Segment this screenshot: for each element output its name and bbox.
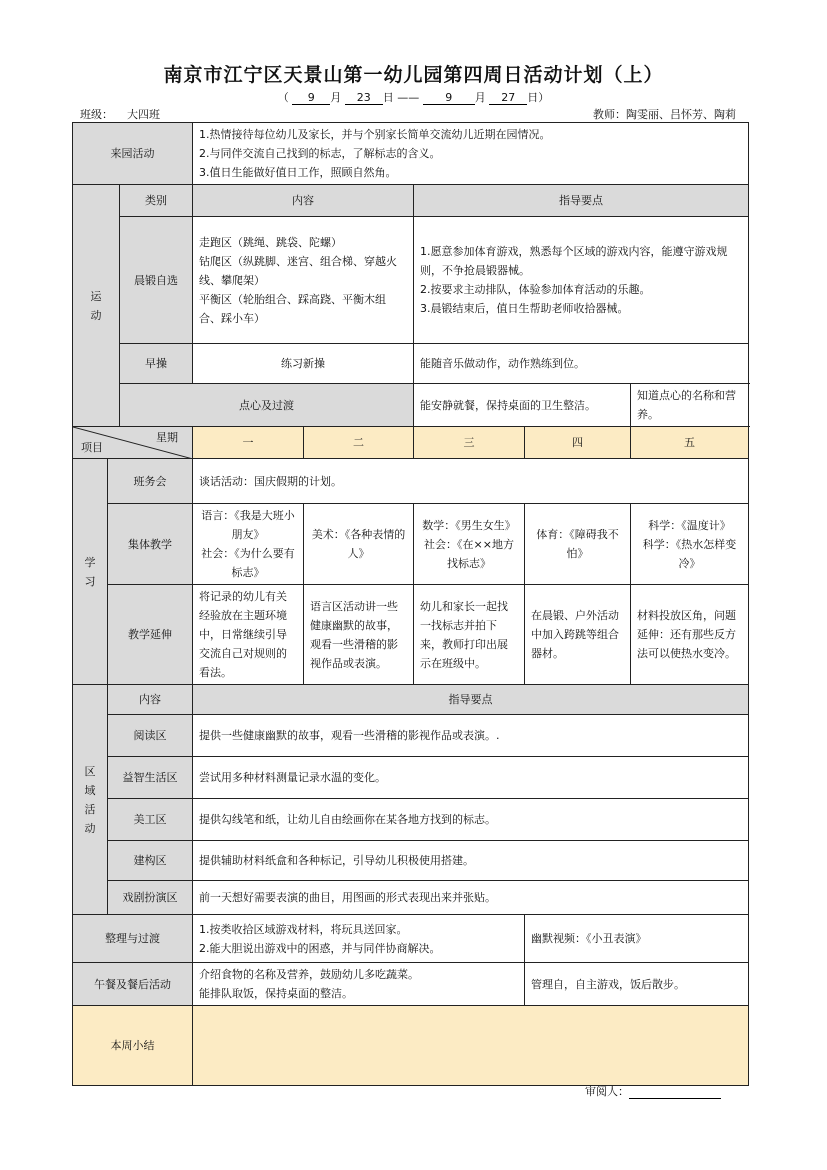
weekday-axis-label: 星期 bbox=[156, 431, 178, 444]
tidy-points: 幽默视频：《小丑表演》 bbox=[525, 915, 749, 963]
learning-label: 学 习 bbox=[73, 459, 108, 685]
arrival-item: 2.与同伴交流自己找到的标志，了解标志的含义。 bbox=[199, 147, 441, 160]
group-teaching-label: 集体教学 bbox=[108, 504, 193, 585]
point-item: 3.晨锻结束后，值日生帮助老师收拾器械。 bbox=[420, 302, 629, 315]
lunch-content bbox=[193, 963, 525, 1006]
morning-drill-points: 能随音乐做动作，动作熟练到位。 bbox=[414, 344, 749, 384]
sports-col-category: 类别 bbox=[120, 185, 193, 217]
lunch-item: 能排队取饭，保持桌面的整洁。 bbox=[199, 987, 353, 1000]
day-label: 日 bbox=[382, 91, 394, 104]
point-item: 2.按要求主动排队，体验参加体育活动的乐趣。 bbox=[420, 283, 651, 296]
start-month: 9 bbox=[292, 91, 330, 105]
date-dash: —— bbox=[397, 91, 420, 104]
item-axis-label: 项目 bbox=[81, 441, 103, 454]
date-open: （ bbox=[277, 91, 289, 104]
tidy-content bbox=[193, 915, 525, 963]
morning-exercise-content bbox=[193, 217, 414, 344]
teacher-label: 教师： bbox=[593, 108, 626, 121]
area-col-points: 指导要点 bbox=[193, 685, 749, 715]
arrival-label: 来园活动 bbox=[73, 123, 193, 185]
area-col-content: 内容 bbox=[108, 685, 193, 715]
group-teaching-mon: 语言：《我是大班小朋友》 社会：《为什么要有标志》 bbox=[193, 504, 304, 585]
weekday-fri: 五 bbox=[631, 427, 749, 459]
tidy-item: 2.能大胆说出游戏中的困惑，并与同伴协商解决。 bbox=[199, 941, 441, 955]
zone-item: 走跑区（跳绳、跳袋、陀螺） bbox=[199, 235, 342, 249]
sports-col-content: 内容 bbox=[193, 185, 414, 217]
lunch-label: 午餐及餐后活动 bbox=[73, 963, 193, 1006]
arrival-content bbox=[193, 123, 749, 185]
teaching-extension-tue: 语言区活动讲一些健康幽默的故事，观看一些滑稽的影视作品或表演。 bbox=[304, 585, 414, 685]
point-item: 1.愿意参加体育游戏，熟悉每个区域的游戏内容，能遵守游戏规则，不争抢晨锻器械。 bbox=[420, 245, 728, 277]
date-close: 日） bbox=[527, 91, 550, 104]
area-build-label: 建构区 bbox=[108, 841, 193, 881]
tidy-item: 1.按类收拾区域游戏材料，将玩具送回家。 bbox=[199, 922, 408, 936]
weekday-wed: 三 bbox=[414, 427, 525, 459]
arrival-item: 1.热情接待每位幼儿及家长，并与个别家长简单交流幼儿近期在园情况。 bbox=[199, 128, 551, 141]
tidy-label: 整理与过渡 bbox=[73, 915, 193, 963]
snack-label: 点心及过渡 bbox=[120, 384, 414, 427]
area-reading-label: 阅读区 bbox=[108, 715, 193, 757]
group-teaching-thu: 体育：《障碍我不怕》 bbox=[525, 504, 631, 585]
page-title: 南京市江宁区天景山第一幼儿园第四周日活动计划（上） bbox=[163, 64, 664, 86]
weekday-thu: 四 bbox=[525, 427, 631, 459]
sports-label: 运 动 bbox=[73, 185, 120, 427]
end-day: 27 bbox=[489, 91, 527, 105]
teacher-info bbox=[593, 106, 736, 122]
area-art-label: 美工区 bbox=[108, 799, 193, 841]
area-build-text: 提供辅助材料纸盒和各种标记，引导幼儿积极使用搭建。 bbox=[193, 841, 749, 881]
group-teaching-tue: 美术：《各种表情的人》 bbox=[304, 504, 414, 585]
date-range bbox=[0, 89, 827, 105]
teaching-extension-wed: 幼儿和家长一起找一找标志并拍下来，教师打印出展示在班级中。 bbox=[414, 585, 525, 685]
month-label: 月 bbox=[330, 91, 342, 104]
reviewer-label: 审阅人： bbox=[585, 1085, 629, 1098]
arrival-item: 3.值日生能做好值日工作，照顾自然角。 bbox=[199, 166, 397, 179]
lunch-item: 介绍食物的名称及营养，鼓励幼儿多吃蔬菜。 bbox=[199, 968, 419, 981]
snack-content: 能安静就餐，保持桌面的卫生整洁。 bbox=[414, 384, 631, 427]
snack-points: 知道点心的名称和营养。 bbox=[631, 384, 749, 427]
plan-table bbox=[72, 122, 749, 1086]
group-teaching-fri: 科学：《温度计》 科学：《热水怎样变冷》 bbox=[631, 504, 749, 585]
area-activity-label: 区 域 活 动 bbox=[73, 685, 108, 915]
class-meeting-label: 班务会 bbox=[108, 459, 193, 504]
area-drama-text: 前一天想好需要表演的曲目，用图画的形式表现出来并张贴。 bbox=[193, 881, 749, 915]
teaching-extension-fri: 材料投放区角，问题延伸：还有那些反方法可以使热水变冷。 bbox=[631, 585, 749, 685]
morning-exercise-label: 晨锻自选 bbox=[120, 217, 193, 344]
sports-col-points: 指导要点 bbox=[414, 185, 749, 217]
lunch-points: 管理自，自主游戏，饭后散步。 bbox=[525, 963, 749, 1006]
weekly-summary-content[interactable] bbox=[193, 1006, 749, 1086]
group-teaching-wed: 数学：《男生女生》 社会：《在××地方找标志》 bbox=[414, 504, 525, 585]
morning-exercise-points bbox=[414, 217, 749, 344]
area-puzzle-text: 尝试用多种材料测量记录水温的变化。 bbox=[193, 757, 749, 799]
class-label: 班级： bbox=[80, 108, 113, 121]
end-month: 9 bbox=[423, 91, 475, 105]
area-puzzle-label: 益智生活区 bbox=[108, 757, 193, 799]
teaching-extension-mon: 将记录的幼儿有关经验放在主题环境中，日常继续引导交流自己对规则的看法。 bbox=[193, 585, 304, 685]
teaching-extension-thu: 在晨锻、户外活动中加入跨跳等组合器材。 bbox=[525, 585, 631, 685]
zone-item: 钻爬区（纵跳脚、迷宫、组合梯、穿越火线、攀爬架） bbox=[199, 254, 397, 287]
reviewer-signature-line[interactable] bbox=[629, 1086, 721, 1099]
class-info bbox=[80, 106, 197, 123]
morning-drill-label: 早操 bbox=[120, 344, 193, 384]
morning-drill-content: 练习新操 bbox=[193, 344, 414, 384]
area-drama-label: 戏剧扮演区 bbox=[108, 881, 193, 915]
reviewer bbox=[585, 1083, 721, 1099]
zone-item: 平衡区（轮胎组合、踩高跷、平衡木组合、踩小车） bbox=[199, 292, 386, 325]
weekly-summary-label: 本周小结 bbox=[73, 1006, 193, 1086]
start-day: 23 bbox=[345, 91, 383, 105]
class-meeting-content: 谈话活动：国庆假期的计划。 bbox=[193, 459, 749, 504]
teaching-extension-label: 教学延伸 bbox=[108, 585, 193, 685]
month-label-2: 月 bbox=[474, 91, 486, 104]
teacher-value: 陶雯丽、吕怀芳、陶莉 bbox=[626, 108, 736, 121]
weekday-mon: 一 bbox=[193, 427, 304, 459]
week-header-corner bbox=[73, 427, 193, 459]
class-value: 大四班 bbox=[113, 106, 197, 123]
area-art-text: 提供勾线笔和纸，让幼儿自由绘画你在某各地方找到的标志。 bbox=[193, 799, 749, 841]
weekday-tue: 二 bbox=[304, 427, 414, 459]
area-reading-text: 提供一些健康幽默的故事，观看一些滑稽的影视作品或表演。. bbox=[193, 715, 749, 757]
